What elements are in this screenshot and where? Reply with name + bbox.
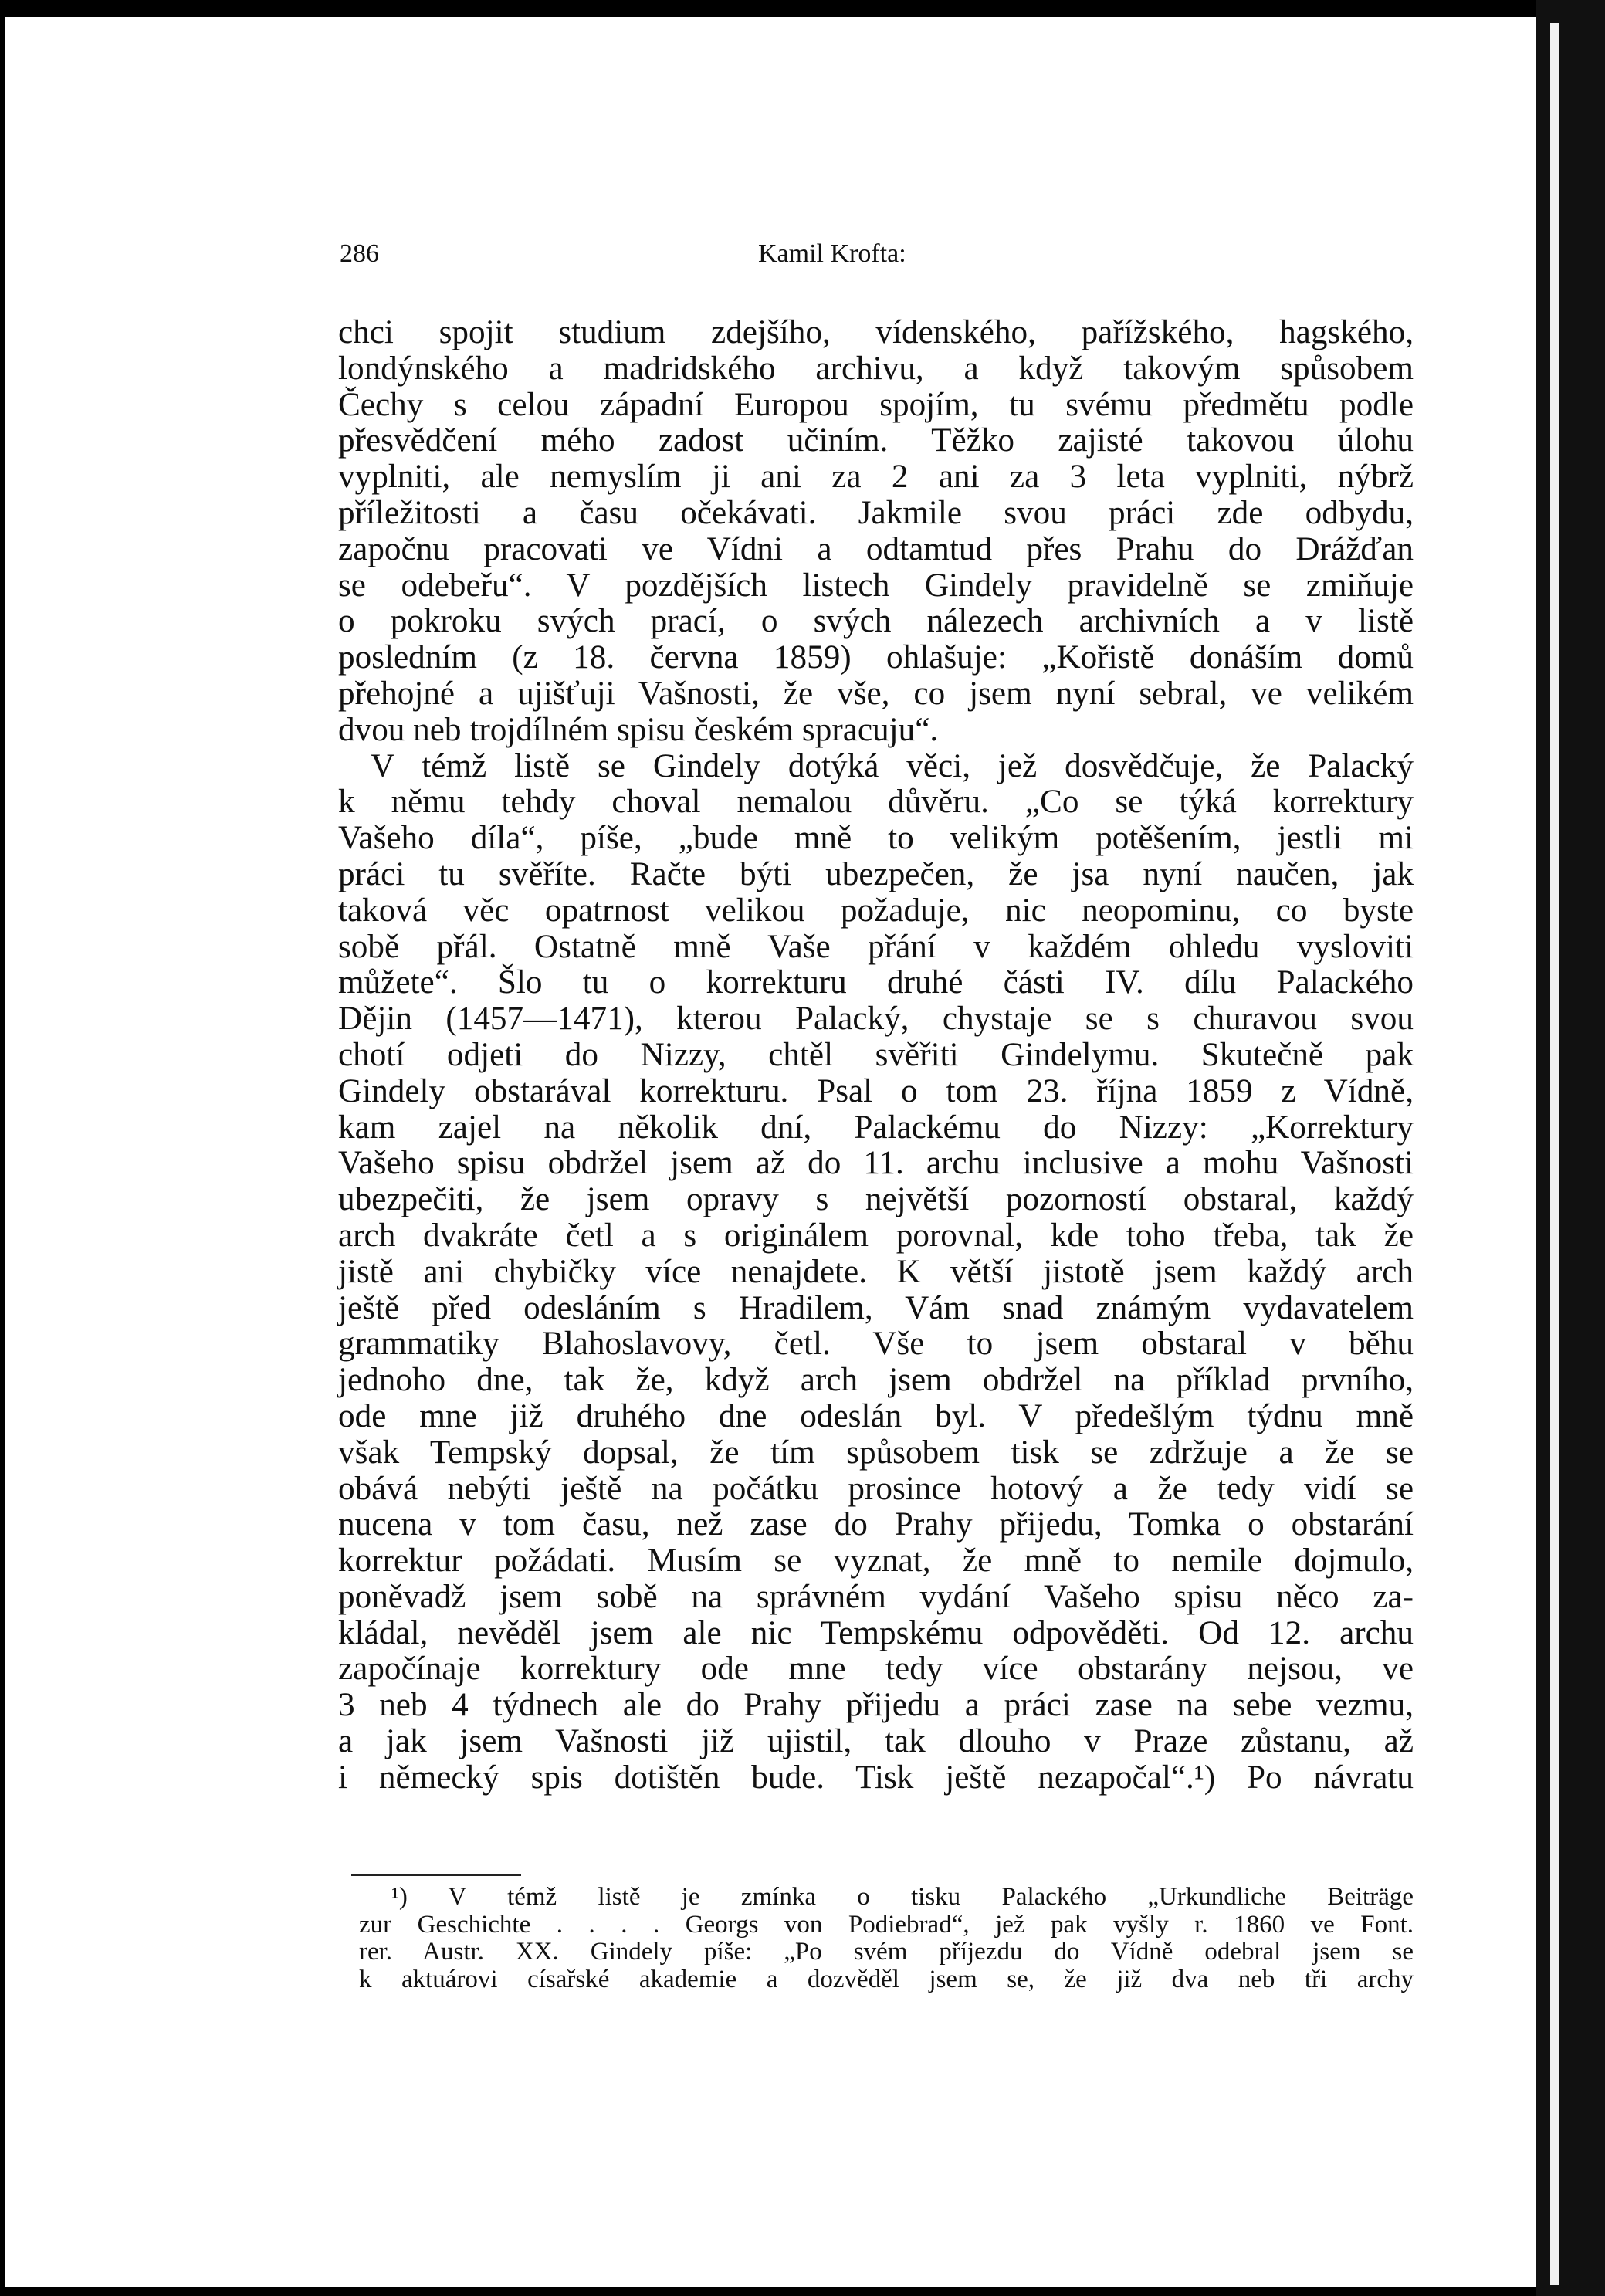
page-number: 286: [340, 239, 379, 268]
body-line: kládal, nevěděl jsem ale nic Tempskému odpověděti. Od 12. archu: [338, 1614, 1414, 1651]
body-line: chotí odjeti do Nizzy, chtěl svěřiti Gindelymu. Skutečně pak: [338, 1036, 1414, 1073]
body-line: započínaje korrektury ode mne tedy více obstarány nejsou, ve: [338, 1651, 1414, 1688]
body-line: o pokroku svých prací, o svých nálezech archivních a v listě: [338, 603, 1414, 640]
scan-edge-shadow: [1536, 0, 1605, 2296]
body-line: jednoho dne, tak že, když arch jsem obdržel na příklad prvního,: [338, 1362, 1414, 1399]
body-line: taková věc opatrnost velikou požaduje, nic neopominu, co byste: [338, 892, 1414, 929]
body-line: londýnského a madridského archivu, a když takovým spůsobem: [338, 350, 1414, 387]
body-line: poněvadž jsem sobě na správném vydání Vašeho spisu něco za-: [338, 1578, 1414, 1615]
footnote-line: rer. Austr. XX. Gindely píše: „Po svém příjezdu do Vídně odebral jsem se: [359, 1938, 1414, 1966]
body-line: i německý spis dotištěn bude. Tisk ještě nezapočal“.¹) Po návratu: [338, 1759, 1414, 1796]
body-line: se odebeřu“. V pozdějších listech Gindely pravidelně se zmiňuje: [338, 567, 1414, 604]
body-line: přehojné a ujišťuji Vašnosti, že vše, co jsem nyní sebral, ve velikém: [338, 675, 1414, 712]
footnote-line: k aktuárovi císařské akademie a dozvěděl jsem se, že již dva neb tři archy: [359, 1965, 1414, 1993]
body-line: můžete“. Šlo tu o korrekturu druhé části IV. dílu Palackého: [338, 964, 1414, 1001]
body-line: V témž listě se Gindely dotýká věci, jež dosvědčuje, že Palacký: [371, 747, 1414, 784]
body-line: práci tu svěříte. Račte býti ubezpečen, že jsa nyní naučen, jak: [338, 855, 1414, 892]
page-header: [340, 239, 1413, 273]
body-line: k němu tehdy choval nemalou důvěru. „Co se týká korrektury: [338, 784, 1414, 821]
body-line: Čechy s celou západní Europou spojím, tu svému předmětu podle: [338, 386, 1414, 423]
body-line: 3 neb 4 týdnech ale do Prahy přijedu a práci zase na sebe vezmu,: [338, 1687, 1414, 1724]
footnote-line: ¹) V témž listě je zmínka o tisku Palackého „Urkundliche Beiträge: [391, 1883, 1414, 1911]
body-line: ode mne již druhého dne odeslán byl. V předešlým týdnu mně: [338, 1397, 1414, 1434]
body-line: Gindely obstarával korrekturu. Psal o tom 23. října 1859 z Vídně,: [338, 1072, 1414, 1109]
body-line: posledním (z 18. června 1859) ohlašuje: „Kořistě donáším domů: [338, 639, 1414, 676]
body-line: chci spojit studium zdejšího, vídenského, pařížského, hagského,: [338, 314, 1414, 350]
body-line: ještě před odesláním s Hradilem, Vám snad známým vydavatelem: [338, 1289, 1414, 1326]
footnotes: [359, 1884, 1414, 1993]
body-text: [338, 315, 1414, 1797]
body-line: a jak jsem Vašnosti již ujistil, tak dlouho v Praze zůstanu, až: [338, 1723, 1414, 1760]
footnote-rule: [351, 1874, 521, 1876]
body-line: obává nebýti ještě na počátku prosince hotový a že tedy vidí se: [338, 1470, 1414, 1507]
body-line: arch dvakráte četl a s originálem porovnal, kde toho třeba, tak že: [338, 1217, 1414, 1254]
body-line: příležitosti a času očekávati. Jakmile svou práci zde odbydu,: [338, 494, 1414, 531]
scan-edge-strip: [1550, 23, 1559, 2285]
body-line: grammatiky Blahoslavovy, četl. Vše to jsem obstaral v běhu: [338, 1326, 1414, 1363]
body-line: korrektur požádati. Musím se vyznat, že mně to nemile dojmulo,: [338, 1543, 1414, 1580]
body-line: ubezpečiti, že jsem opravy s největší pozorností obstaral, každý: [338, 1181, 1414, 1218]
body-line: jistě ani chybičky více nenajdete. K větší jistotě jsem každý arch: [338, 1253, 1414, 1290]
footnote-line: zur Geschichte . . . . Georgs von Podiebrad“, jež pak vyšly r. 1860 ve Font.: [359, 1910, 1414, 1939]
body-line: dvou neb trojdílném spisu českém spracuju“.: [338, 711, 939, 748]
body-line: započnu pracovati ve Vídni a odtamtud přes Prahu do Drážďan: [338, 530, 1414, 567]
body-line: Dějin (1457—1471), kterou Palacký, chystaje se s churavou svou: [338, 1001, 1414, 1038]
body-line: Vašeho díla“, píše, „bude mně to velikým potěšením, jestli mi: [338, 820, 1414, 857]
body-line: nucena v tom času, než zase do Prahy přijedu, Tomka o obstarání: [338, 1506, 1414, 1543]
body-line: přesvědčení mého zadost učiním. Těžko zajisté takovou úlohu: [338, 422, 1414, 459]
body-line: však Tempský dopsal, že tím spůsobem tisk se zdržuje a že se: [338, 1434, 1414, 1471]
body-line: Vašeho spisu obdržel jsem až do 11. archu inclusive a mohu Vašnosti: [338, 1145, 1414, 1182]
running-head: Kamil Krofta:: [758, 239, 906, 268]
body-line: sobě přál. Ostatně mně Vaše přání v každém ohledu vysloviti: [338, 928, 1414, 965]
body-line: kam zajel na několik dní, Palackému do Nizzy: „Korrektury: [338, 1109, 1414, 1146]
body-line: vyplniti, ale nemyslím ji ani za 2 ani za 3 leta vyplniti, nýbrž: [338, 459, 1414, 496]
